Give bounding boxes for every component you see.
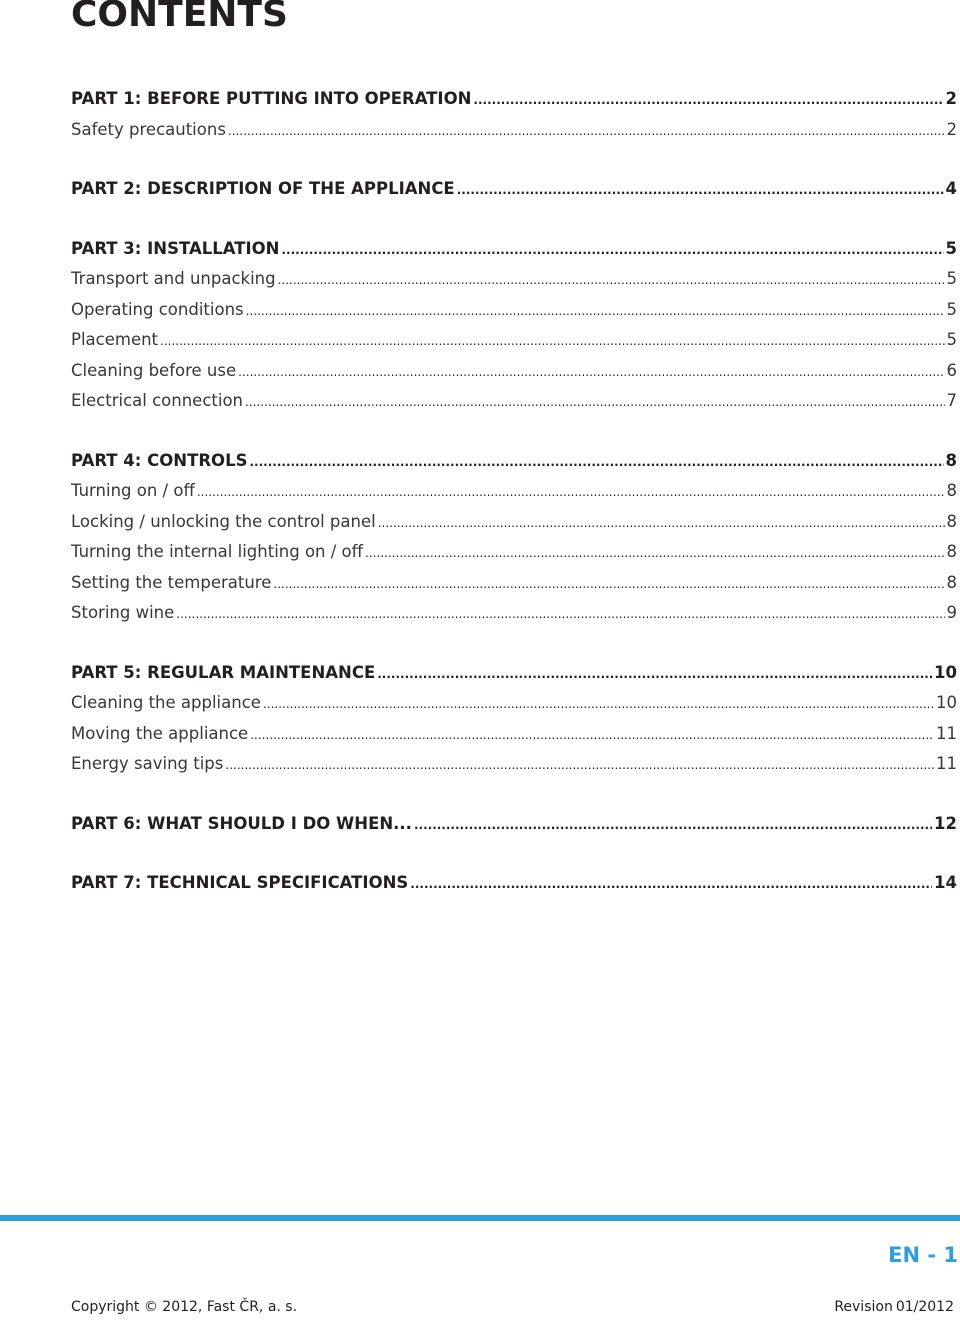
toc-entry-title: Turning the internal lighting on / off [71,542,364,561]
toc-entry-title: Energy saving tips [71,754,224,773]
toc-dot-leader [377,659,932,689]
toc-entry-title: PART 7: TECHNICAL SPECIFICATIONS [71,873,409,892]
toc-page-number: 2 [946,119,957,139]
toc-page-number: 6 [946,360,957,380]
toc-page-number: 5 [945,238,957,258]
toc-page-number: 2 [945,89,957,108]
toc-part-heading[interactable] [71,446,957,477]
toc-subsection-item[interactable] [71,295,957,326]
toc-page-number: 7 [946,391,957,410]
toc-dot-leader [238,357,944,387]
toc-dot-leader [457,175,944,205]
revision-info [834,1299,954,1315]
toc-dot-leader [281,235,943,265]
toc-part-heading[interactable] [71,84,957,115]
toc-page-number: 10 [936,693,957,712]
page-number: EN - 1 [888,1243,958,1267]
revision-value: 01/2012 [895,1299,954,1315]
toc-subsection-item[interactable] [71,386,957,417]
toc-page-number: 11 [936,754,957,773]
toc-dot-leader [228,116,945,146]
toc-section [71,84,957,145]
toc-subsection-item[interactable] [71,264,957,295]
toc-entry-title: Locking / unlocking the control panel [71,511,376,531]
toc-page-number: 12 [934,813,957,833]
toc-dot-leader [245,387,945,417]
toc-subsection-item[interactable] [71,356,957,387]
toc-dot-leader [225,750,934,780]
toc-part-heading[interactable] [71,868,957,899]
toc-entry-title: Cleaning the appliance [71,693,261,712]
toc-entry-title: PART 5: REGULAR MAINTENANCE [71,662,376,682]
toc-entry-title: Safety precautions [71,119,226,139]
toc-entry-title: Moving the appliance [71,723,249,743]
toc-subsection-item[interactable] [71,749,957,780]
toc-section [71,868,957,899]
toc-entry-title: PART 2: DESCRIPTION OF THE APPLIANCE [71,179,455,198]
toc-page-number: 8 [946,481,957,500]
toc-section [71,809,957,840]
toc-subsection-item[interactable] [71,115,957,146]
toc-subsection-item[interactable] [71,568,957,599]
toc-section [71,234,957,417]
toc-entry-title: Setting the temperature [71,572,272,592]
toc-dot-leader [160,326,944,356]
toc-dot-leader [246,296,945,326]
toc-page-number: 8 [946,542,957,561]
toc-part-heading[interactable] [71,658,957,689]
footer-divider [0,1215,960,1221]
toc-page-number: 5 [946,269,957,288]
toc-entry-title: Transport and unpacking [71,269,276,288]
toc-page-number: 10 [934,662,957,682]
toc-page-number: 8 [946,572,957,592]
revision-label: Revision [834,1299,893,1315]
toc-page-number: 11 [936,723,957,743]
toc-part-heading[interactable] [71,234,957,265]
toc-page-number: 5 [946,330,957,349]
toc-dot-leader [263,689,934,719]
toc-dot-leader [365,538,944,568]
toc-entry-title: PART 3: INSTALLATION [71,238,280,258]
toc-subsection-item[interactable] [71,325,957,356]
toc-entry-title: Turning on / off [71,481,195,500]
toc-subsection-item[interactable] [71,719,957,750]
toc-section [71,174,957,205]
toc-entry-title: Electrical connection [71,391,243,410]
toc-entry-title: Cleaning before use [71,360,237,380]
toc-dot-leader [278,265,945,295]
toc-subsection-item[interactable] [71,507,957,538]
toc-page-number: 8 [946,511,957,531]
toc-page-number: 8 [945,450,957,470]
toc-dot-leader [197,477,945,507]
toc-dot-leader [410,869,932,899]
toc-section [71,658,957,780]
toc-page-number: 9 [946,603,957,622]
toc-dot-leader [176,599,944,629]
toc-entry-title: Placement [71,330,159,349]
toc-subsection-item[interactable] [71,537,957,568]
table-of-contents [71,84,957,928]
toc-part-heading[interactable] [71,809,957,840]
toc-entry-title: Storing wine [71,603,175,622]
toc-subsection-item[interactable] [71,598,957,629]
toc-page-number: 14 [934,873,957,892]
toc-entry-title: Operating conditions [71,299,244,319]
toc-dot-leader [273,569,944,599]
toc-section [71,446,957,629]
toc-entry-title: PART 4: CONTROLS [71,450,248,470]
toc-subsection-item[interactable] [71,476,957,507]
toc-entry-title: PART 1: BEFORE PUTTING INTO OPERATION [71,89,472,108]
toc-dot-leader [414,810,932,840]
toc-page-number: 4 [945,179,957,198]
copyright-notice: Copyright © 2012, Fast ČR, a. s. [71,1299,298,1315]
toc-dot-leader [250,720,934,750]
toc-dot-leader [249,447,943,477]
page-title: CONTENTS [71,0,288,35]
toc-part-heading[interactable] [71,174,957,205]
toc-subsection-item[interactable] [71,688,957,719]
toc-entry-title: PART 6: WHAT SHOULD I DO WHEN... [71,813,412,833]
toc-dot-leader [473,85,943,115]
toc-page-number: 5 [946,299,957,319]
toc-dot-leader [378,508,945,538]
